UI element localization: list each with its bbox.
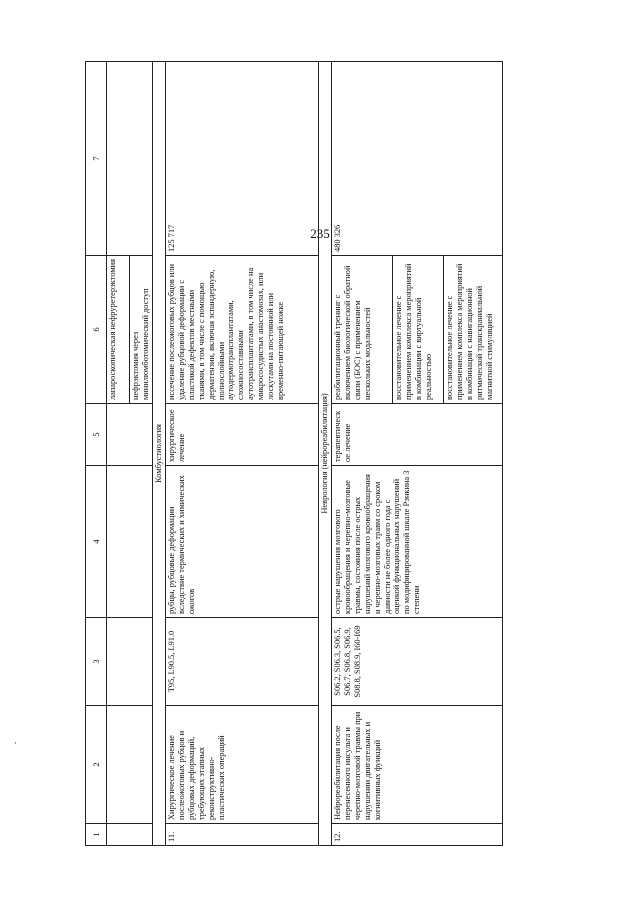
scan-mark: · xyxy=(14,738,17,748)
row12-methods xyxy=(332,256,503,404)
row12-norm: 480 326 xyxy=(332,62,503,256)
header-col-7: 7 xyxy=(86,62,107,256)
section-row xyxy=(153,62,166,846)
header-col-3: 3 xyxy=(86,618,107,706)
section-title-combustiology: Комбустиология xyxy=(153,62,166,846)
row11-codes: T95, L90.5, L91.0 xyxy=(166,618,319,706)
row12-name: Нейрореабилитация после перенесенного инсульта и черепно-мозговой травмы при нарушении двигательных и когнитивных функций xyxy=(332,706,503,824)
row11-treatment: хирургическое лечение xyxy=(166,404,319,466)
row11-name: Хирургическое лечение послеожоговых рубцов и рубцовых деформаций, требующих этапных реконструктивно-пластических операций xyxy=(166,706,319,824)
row12-method-2: восстановительное лечение с применением комплекса мероприятий в комбинации с виртуальной реальностью xyxy=(393,256,444,403)
row12-codes: S06.2, S06.3, S06.5, S06.7, S06.8, S06.9, S08.8, S08.9, I60-I69 xyxy=(332,618,503,706)
header-row xyxy=(86,62,107,846)
medical-care-table xyxy=(85,61,503,846)
header-col-2: 2 xyxy=(86,706,107,824)
header-col-6: 6 xyxy=(86,256,107,404)
row11-number: 11. xyxy=(166,824,319,846)
page-number: 235 xyxy=(310,226,330,241)
section-row xyxy=(319,62,332,846)
rotated-page xyxy=(85,62,635,846)
row12-number: 12. xyxy=(332,824,503,846)
row11-norm: 125 717 xyxy=(166,62,319,256)
row12-method-3: восстановительное лечение с применением комплекса мероприятий в комбинации с навигационной ритмической транскраниальной магнитной стимуляцией xyxy=(445,263,494,400)
table-row xyxy=(107,62,130,846)
table-row-11 xyxy=(166,62,319,846)
cont-method-1: лапароскопическая нефруретерэктомия xyxy=(107,256,130,404)
cont-cell-5 xyxy=(107,404,153,466)
cont-cell-2 xyxy=(107,706,153,824)
row12-treatment: терапевтическое лечение xyxy=(332,404,503,466)
row11-method: иссечение послеожоговых рубцов или удаление рубцовой деформации с пластикой дефектов местными тканями, в том числе с помощью дерматензии, включая эспандерную, полнослойными аутодермотрансплантатами, сложносоставными аутотрансплантатами, в том числе на микрососудистых анастомозах, или лоскутами на постоянной или временно-питающей ножке xyxy=(166,256,319,404)
cont-method-2: нефрэктомия через минилюмботомический доступ xyxy=(130,256,153,404)
cont-cell-1 xyxy=(107,824,153,846)
section-title-neurology: Неврология (нейрореабилитация) xyxy=(319,62,332,846)
cont-cell-7 xyxy=(107,62,153,256)
row12-method-1: реабилитационный тренинг с включением биологической обратной связи (БОС) с применением нескольких модальностей xyxy=(332,256,393,403)
row12-condition: острые нарушения мозгового кровообращения и черепно-мозговые травмы, состояния после острых нарушений мозгового кровообращения и черепно-мозговых травм со сроком давности не более одного года с оценкой функциональных нарушений по модифицированной шкале Рэнкина 3 степени xyxy=(332,466,503,618)
row12-methods-list xyxy=(332,256,502,403)
row11-condition: рубцы, рубцовые деформации вследствие термических и химических ожогов xyxy=(166,466,319,618)
cont-cell-3 xyxy=(107,618,153,706)
header-col-4: 4 xyxy=(86,466,107,618)
header-col-1: 1 xyxy=(86,824,107,846)
header-col-5: 5 xyxy=(86,404,107,466)
table-row-12 xyxy=(332,62,503,846)
rotated-table-wrapper xyxy=(85,62,635,846)
cont-cell-4 xyxy=(107,466,153,618)
